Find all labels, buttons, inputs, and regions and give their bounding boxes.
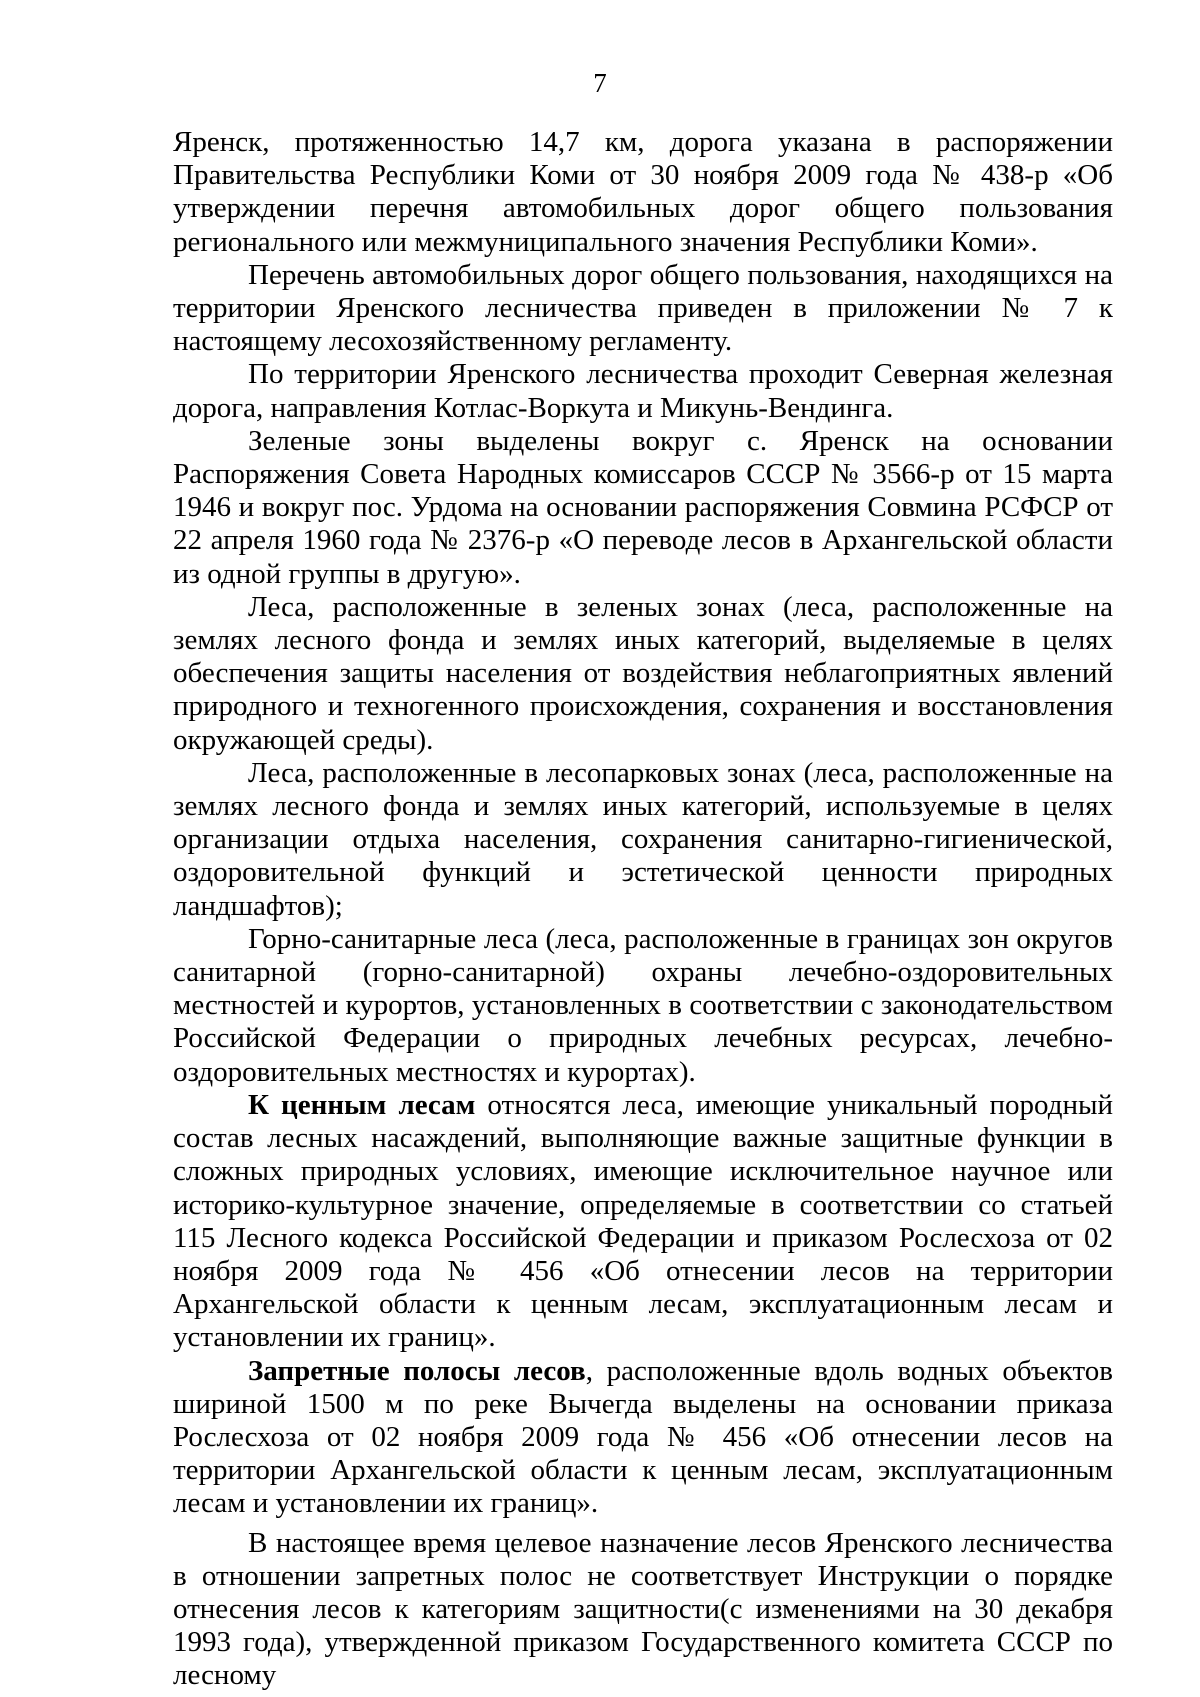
document-body <box>173 126 1113 1693</box>
paragraph-railway: По территории Яренского лесничества проходит Северная железная дорога, направления Котлас-Воркута и Микунь-Вендинга. <box>173 358 1113 424</box>
paragraph-green-zone-forests: Леса, расположенные в зеленых зонах (леса, расположенные на землях лесного фонда и землях иных категорий, выделяемые в целях обеспечения защиты населения от воздействия неблагоприятных явлений природного и техногенного происхождения, сохранения и восстановления окружающей среды). <box>173 590 1113 756</box>
valuable-forests-heading: К ценным лесам <box>248 1088 476 1121</box>
paragraph-road-continuation: Яренск, протяженностью 14,7 км, дорога указана в распоряжении Правительства Республики Коми от 30 ноября 2009 года № 438-р «Об утверждении перечня автомобильных дорог общего пользования регионального или межмуниципального значения Республики Коми». <box>173 126 1113 258</box>
restricted-belts-heading: Запретные полосы лесов <box>248 1354 586 1387</box>
page-number: 7 <box>593 68 607 98</box>
restricted-belts-text: , расположенные вдоль водных объектов шириной 1500 м по реке Вычегда выделены на основании приказа Рослесхоза от 02 ноября 2009 года № 456 «Об отнесении лесов на территории Архангельской области к ценным лесам, эксплуатационным лесам и установлении их границ». <box>173 1354 1113 1520</box>
paragraph-mountain-sanitary-forests: Горно-санитарные леса (леса, расположенные в границах зон округов санитарной (горно-санитарной) охраны лечебно-оздоровительных местностей и курортов, установленных в соответствии с законодательством Российской Федерации о природных лечебных ресурсах, лечебно-оздоровительных местностях и курортах). <box>173 922 1113 1088</box>
paragraph-green-zones: Зеленые зоны выделены вокруг с. Яренск на основании Распоряжения Совета Народных комиссаров СССР № 3566-р от 15 марта 1946 и вокруг пос. Урдома на основании распоряжения Совмина РСФСР от 22 апреля 1960 года № 2376-р «О переводе лесов в Архангельской области из одной группы в другую». <box>173 424 1113 590</box>
valuable-forests-text: относятся леса, имеющие уникальный породный состав лесных насаждений, выполняющие важные защитные функции в сложных природных условиях, имеющие исключительное научное или историко-культурное значение, определяемые в соответствии со статьей 115 Лесного кодекса Российской Федерации и приказом Рослесхоза от 02 ноября 2009 года № 456 «Об отнесении лесов на территории Архангельской области к ценным лесам, эксплуатационным лесам и установлении их границ». <box>173 1088 1113 1354</box>
paragraph-road-list: Перечень автомобильных дорог общего пользования, находящихся на территории Яренского лесничества приведен в приложении № 7 к настоящему лесохозяйственному регламенту. <box>173 258 1113 358</box>
paragraph-valuable-forests <box>173 1089 1113 1355</box>
paragraph-current-purpose: В настоящее время целевое назначение лесов Яренского лесничества в отношении запретных полос не соответствует Инструкции о порядке отнесения лесов к категориям защитности(с изменениями на 30 декабря 1993 года), утвержденной приказом Государственного комитета СССР по лесному <box>173 1526 1113 1692</box>
paragraph-forest-park-zones: Леса, расположенные в лесопарковых зонах (леса, расположенные на землях лесного фонда и землях иных категорий, используемые в целях организации отдыха населения, сохранения санитарно-гигиенической, оздоровительной функций и эстетической ценности природных ландшафтов); <box>173 756 1113 922</box>
paragraph-restricted-belts <box>173 1355 1113 1521</box>
